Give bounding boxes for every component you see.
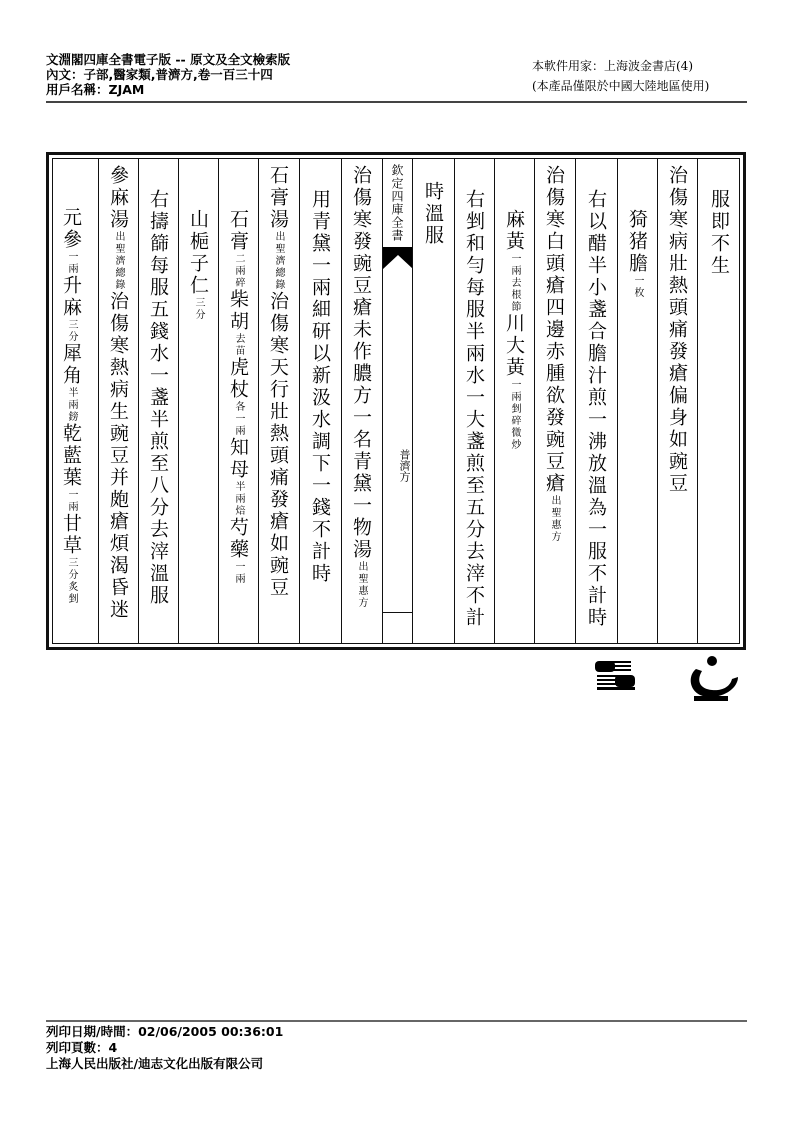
header-username: 用戶名稱：ZJAM <box>46 82 145 97</box>
column-text: 石膏二兩碎柴胡去苗虎杖各一兩知母半兩焙芍藥一兩 <box>227 209 249 585</box>
text-column-5 <box>534 159 575 643</box>
column-text: 右擣篩每服五錢水一盞半煎至八分去滓溫服 <box>147 189 169 607</box>
print-datetime: 列印日期/時間：02/06/2005 00:36:01 <box>46 1024 284 1039</box>
text-column-7 <box>454 159 494 643</box>
column-text: 山梔子仁三分 <box>187 209 209 321</box>
column-text: 麻黃一兩去根節川大黃一兩剉碎微炒 <box>503 209 525 451</box>
column-text: 猗猪膽一枚 <box>626 209 648 299</box>
column-text: 治傷寒白頭瘡四邊赤腫欲發豌豆瘡出聖惠方 <box>543 165 565 543</box>
publisher-logo-icon <box>682 655 742 705</box>
column-text: 參麻湯出聖濟總錄治傷寒熱病生豌豆并皰瘡煩渴昏迷 <box>107 165 129 621</box>
center-bottom-rule <box>383 612 412 613</box>
text-column-13 <box>178 159 218 643</box>
column-text: 石膏湯出聖濟總錄治傷寒天行壯熱頭痛發瘡如豌豆 <box>267 165 289 599</box>
text-column-4 <box>575 159 617 643</box>
column-text: 治傷寒病壯熱頭痛發瘡偏身如豌豆 <box>666 165 688 495</box>
text-column-6 <box>494 159 534 643</box>
text-column-11 <box>258 159 299 643</box>
text-column-14 <box>138 159 178 643</box>
text-column-12 <box>218 159 258 643</box>
page-grid <box>52 158 740 644</box>
footer <box>46 1024 283 1072</box>
footer-divider <box>46 1020 747 1022</box>
center-subtitle: 普濟方 <box>398 449 411 482</box>
column-text: 右剉和勻每服半兩水一大盞煎至五分去滓不計 <box>463 189 485 629</box>
books-logo-icon <box>593 655 638 695</box>
header-right <box>532 56 747 96</box>
center-title: 欽定四庫全書 <box>383 159 412 248</box>
header-restriction: (本產品僅限於中國大陸地區使用) <box>532 79 710 93</box>
text-column-16 <box>53 159 98 643</box>
text-column-10 <box>299 159 341 643</box>
text-column-8 <box>412 159 454 643</box>
header-licensee: 本軟件用家：上海波金書店(4) <box>532 59 693 73</box>
page-frame <box>46 152 746 650</box>
text-column-9 <box>341 159 382 643</box>
text-column-1 <box>697 159 743 643</box>
publisher: 上海人民出版社/迪志文化出版有限公司 <box>46 1056 264 1071</box>
header-title: 文淵閣四庫全書電子版 -- 原文及全文檢索版 <box>46 52 291 67</box>
column-text: 服即不生 <box>708 189 730 277</box>
header-content-path: 內文：子部,醫家類,普濟方,卷一百三十四 <box>46 67 273 82</box>
fish-tail-mark-icon <box>383 247 413 269</box>
column-text: 治傷寒發豌豆瘡未作膿方一名青黛一物湯出聖惠方 <box>350 165 372 609</box>
column-text: 元參一兩升麻三分犀角半兩鎊乾藍葉一兩甘草三分炙剉 <box>60 207 82 605</box>
column-text: 右以醋半小盞合膽汁煎一沸放溫為一服不計時 <box>585 189 607 629</box>
column-text: 用青黛一兩細研以新汲水調下一錢不計時 <box>309 189 331 585</box>
text-column-3 <box>617 159 657 643</box>
column-text: 時溫服 <box>422 181 444 247</box>
header-left <box>46 52 290 97</box>
text-column-15 <box>98 159 138 643</box>
header-divider <box>46 101 747 103</box>
print-pages: 列印頁數：4 <box>46 1040 118 1055</box>
center-column <box>382 159 412 643</box>
text-column-2 <box>657 159 697 643</box>
